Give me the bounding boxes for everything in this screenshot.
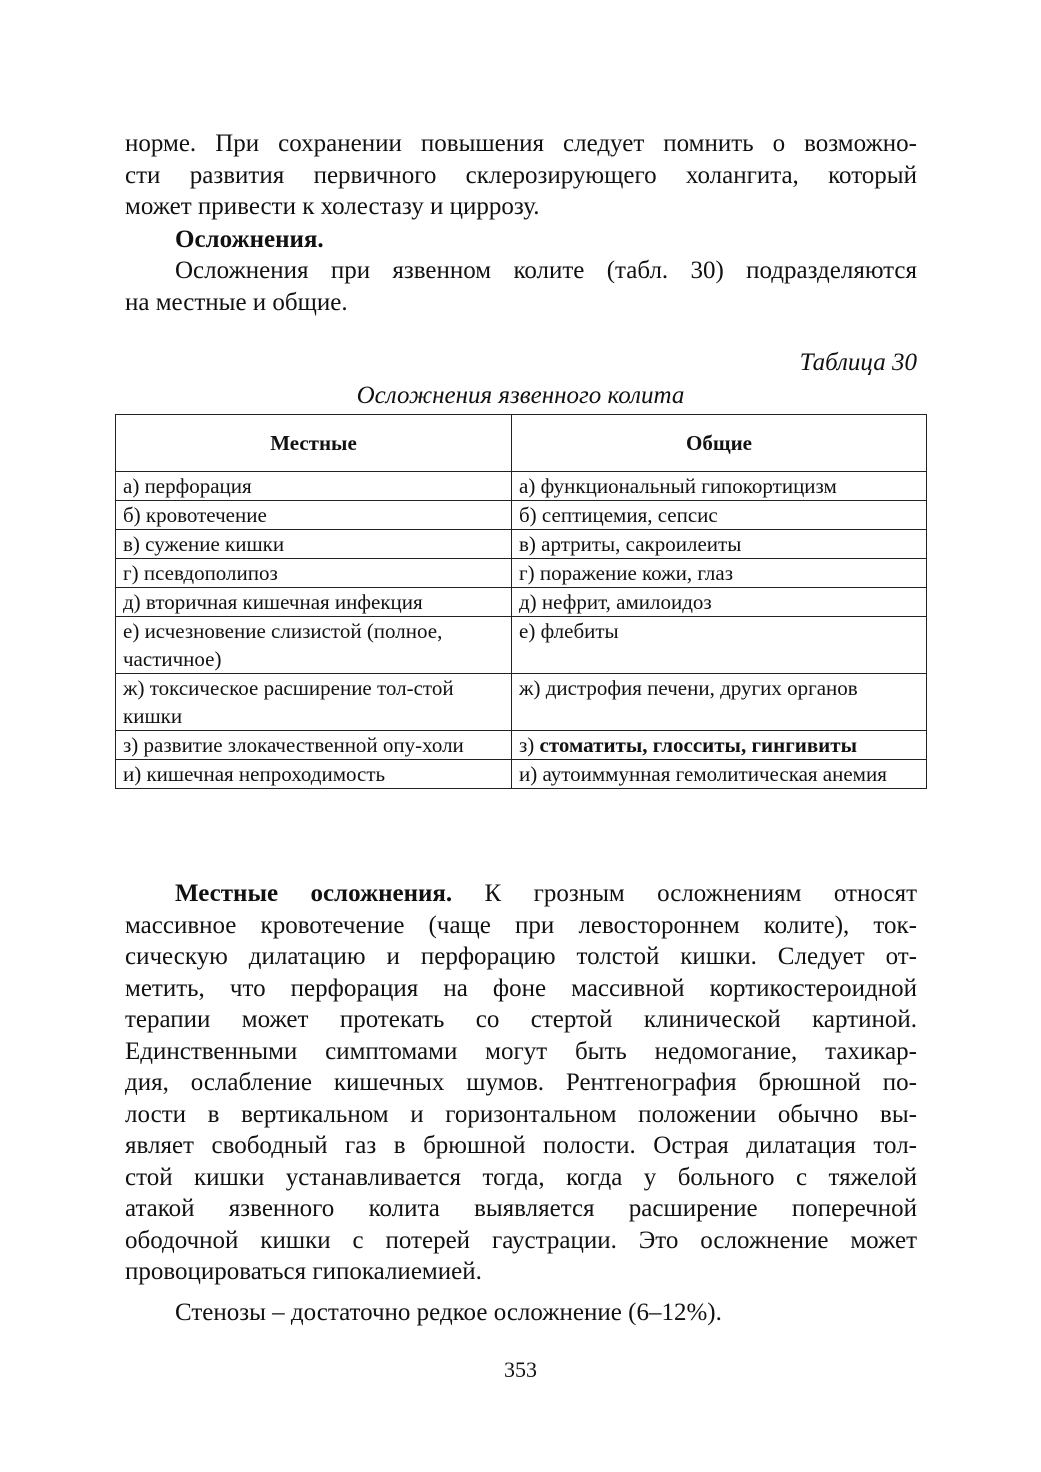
column-header-local: Местные [116, 415, 512, 472]
table-row [116, 472, 927, 501]
cell-general [512, 760, 927, 789]
cell-general-text: в) артриты, сакроилеиты [519, 532, 742, 556]
cell-local: г) псевдополипоз [116, 559, 512, 588]
body-line: ободочной кишки с потерей гаустрации. Это осложнение может [125, 1226, 917, 1254]
complications-intro-line: Осложнения при язвенном колите (табл. 30) подразделяются [175, 257, 917, 284]
table-row [116, 530, 927, 559]
complications-table [115, 414, 927, 789]
cell-general [512, 674, 927, 731]
table-row [116, 674, 927, 731]
page-number: 353 [504, 1357, 537, 1382]
cell-local: ж) токсическое расширение тол-стой кишки [116, 674, 512, 731]
local-complications-first-line-rest: К грозным осложнениям относят [484, 880, 917, 907]
body-line: метить, что перфорация на фоне массивной кортикостероидной [125, 974, 917, 1002]
body-line: массивное кровотечение (чаще при левостороннем колите), ток- [125, 911, 917, 939]
intro-line: сти развития первичного склерозирующего холангита, который [125, 161, 917, 189]
cell-local: а) перфорация [116, 472, 512, 501]
table-row [116, 501, 927, 530]
cell-general [512, 617, 927, 674]
cell-local: е) исчезновение слизистой (полное, частичное) [116, 617, 512, 674]
stenosis-line: Стенозы – достаточно редкое осложнение (6–12%). [175, 1299, 722, 1326]
cell-general [512, 588, 927, 617]
cell-local: б) кровотечение [116, 501, 512, 530]
cell-general-bold-text: стоматиты, глосситы, гингивиты [539, 733, 857, 757]
table-row [116, 617, 927, 674]
body-line: провоцироваться гипокалиемией. [125, 1258, 482, 1285]
cell-local: з) развитие злокачественной опу-холи [116, 731, 512, 760]
body-line: стой кишки устанавливается тогда, когда у больного с тяжелой [125, 1163, 917, 1191]
intro-line: норме. При сохранении повышения следует помнить о возможно- [125, 130, 917, 157]
cell-local: д) вторичная кишечная инфекция [116, 588, 512, 617]
body-line: атакой язвенного колита выявляется расширение поперечной [125, 1195, 917, 1222]
cell-general-text: г) поражение кожи, глаз [519, 561, 734, 585]
cell-general [512, 530, 927, 559]
cell-general-text: и) аутоиммунная гемолитическая анемия [519, 762, 887, 786]
cell-local: и) кишечная непроходимость [116, 760, 512, 789]
cell-general [512, 731, 927, 760]
cell-general [512, 501, 927, 530]
intro-paragraph [125, 128, 917, 223]
local-complications-paragraph [125, 878, 917, 1288]
stenosis-paragraph [125, 1297, 917, 1329]
cell-general-text: е) флебиты [519, 619, 619, 643]
body-line: сическую дилатацию и перфорацию толстой кишки. Следует от- [125, 943, 917, 970]
table-row [116, 559, 927, 588]
body-line: дия, ослабление кишечных шумов. Рентгенография брюшной по- [125, 1069, 917, 1096]
cell-general-text: б) септицемия, сепсис [519, 503, 718, 527]
table-row [116, 731, 927, 760]
intro-line: может привести к холестазу и циррозу. [125, 193, 540, 220]
local-complications-lead: Местные осложнения. [175, 880, 453, 907]
cell-general [512, 559, 927, 588]
body-line: терапии может протекать со стертой клинической картиной. [125, 1006, 917, 1033]
body-line: Единственными симптомами могут быть недомогание, тахикар- [125, 1037, 917, 1065]
complications-intro-paragraph [125, 255, 917, 318]
complications-intro-line: на местные и общие. [125, 288, 348, 316]
body-line: лости в вертикальном и горизонтальном положении обычно вы- [125, 1100, 917, 1128]
table-row [116, 588, 927, 617]
cell-general-text: д) нефрит, амилоидоз [519, 590, 712, 614]
table-caption: Осложнения язвенного колита [356, 382, 685, 409]
complications-heading: Осложнения. [175, 226, 324, 253]
cell-local: в) сужение кишки [116, 530, 512, 559]
table-row [116, 760, 927, 789]
local-complications-first-line [125, 878, 917, 910]
body-line: являет свободный газ в брюшной полости. Острая дилатация тол- [125, 1132, 917, 1159]
cell-general-text: а) функциональный гипокортицизм [519, 474, 837, 498]
cell-general [512, 472, 927, 501]
cell-general-text: з) [519, 733, 540, 757]
table-label: Таблица 30 [799, 349, 917, 376]
table-header-row [116, 415, 927, 472]
column-header-general: Общие [512, 415, 927, 472]
cell-general-text: ж) дистрофия печени, других органов [519, 676, 858, 700]
